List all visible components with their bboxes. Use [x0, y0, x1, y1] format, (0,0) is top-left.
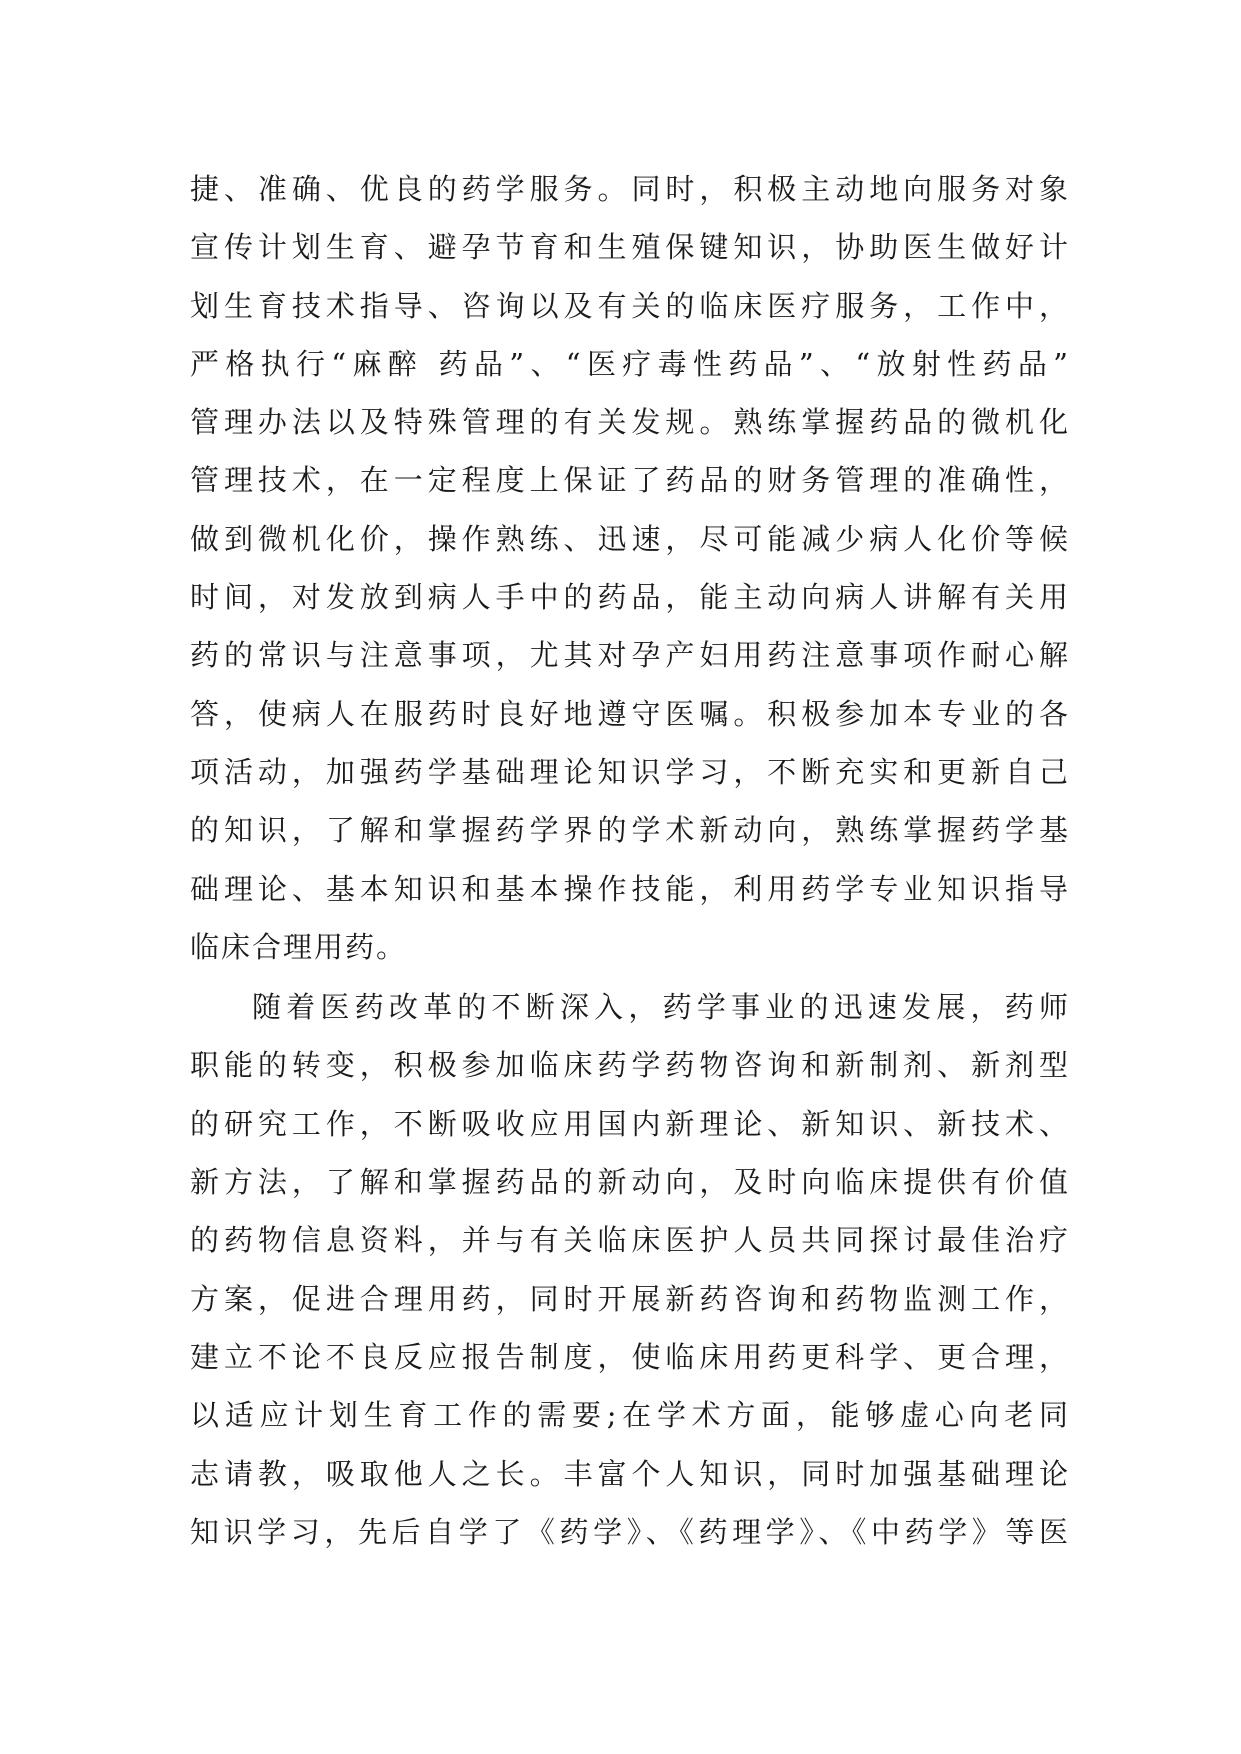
text-line: 知识学习，先后自学了《药学》、《药理学》、《中药学》等医 [190, 1514, 1070, 1549]
text-line: 项活动，加强药学基础理论知识学习，不断充实和更新自己 [190, 754, 1070, 789]
text-line: 捷、准确、优良的药学服务。同时，积极主动地向服务对象 [190, 172, 1070, 206]
text-line: 础理论、基本知识和基本操作技能，利用药学专业知识指导 [190, 871, 1070, 906]
text-line: 划生育技术指导、咨询以及有关的临床医疗服务，工作中， [190, 288, 1070, 323]
text-line: 做到微机化价，操作熟练、迅速，尽可能减少病人化价等候 [190, 521, 1070, 556]
text-line: 新方法，了解和掌握药品的新动向，及时向临床提供有价值 [190, 1165, 1070, 1200]
text-line: 时间，对发放到病人手中的药品，能主动向病人讲解有关用 [190, 580, 1070, 615]
text-line: 职能的转变，积极参加临床药学药物咨询和新制剂、新剂型 [190, 1048, 1070, 1083]
text-line: 宣传计划生育、避孕节育和生殖保键知识，协助医生做好计 [190, 230, 1070, 265]
text-line: 药的常识与注意事项，尤其对孕产妇用药注意事项作耐心解 [190, 638, 1070, 673]
text-line-last: 临床合理用药。 [190, 929, 408, 964]
text-line: 以适应计划生育工作的需要;在学术方面，能够虚心向老同 [190, 1398, 1070, 1433]
text-line: 的药物信息资料，并与有关临床医护人员共同探讨最佳治疗 [190, 1223, 1070, 1258]
text-line: 管理办法以及特殊管理的有关发规。熟练掌握药品的微机化 [190, 405, 1070, 440]
paragraph-2 [190, 978, 1070, 1561]
text-line: 管理技术，在一定程度上保证了药品的财务管理的准确性， [190, 463, 1070, 498]
text-line: 方案，促进合理用药，同时开展新药咨询和药物监测工作， [190, 1281, 1070, 1316]
text-line: 严格执行“麻醉 药品”、“医疗毒性药品”、“放射性药品” [190, 346, 1070, 381]
text-line: 建立不论不良反应报告制度，使临床用药更科学、更合理， [190, 1339, 1070, 1374]
document-body [190, 160, 1070, 1561]
text-line: 志请教，吸取他人之长。丰富个人知识，同时加强基础理论 [190, 1456, 1070, 1491]
text-line: 的知识，了解和掌握药学界的学术新动向，熟练掌握药学基 [190, 813, 1070, 848]
text-line: 的研究工作，不断吸收应用国内新理论、新知识、新技术、 [190, 1106, 1070, 1141]
paragraph-1 [190, 160, 1070, 976]
text-line-first: 随着医药改革的不断深入，药学事业的迅速发展，药师 [252, 990, 1070, 1025]
text-line: 答，使病人在服药时良好地遵守医嘱。积极参加本专业的各 [190, 696, 1070, 731]
